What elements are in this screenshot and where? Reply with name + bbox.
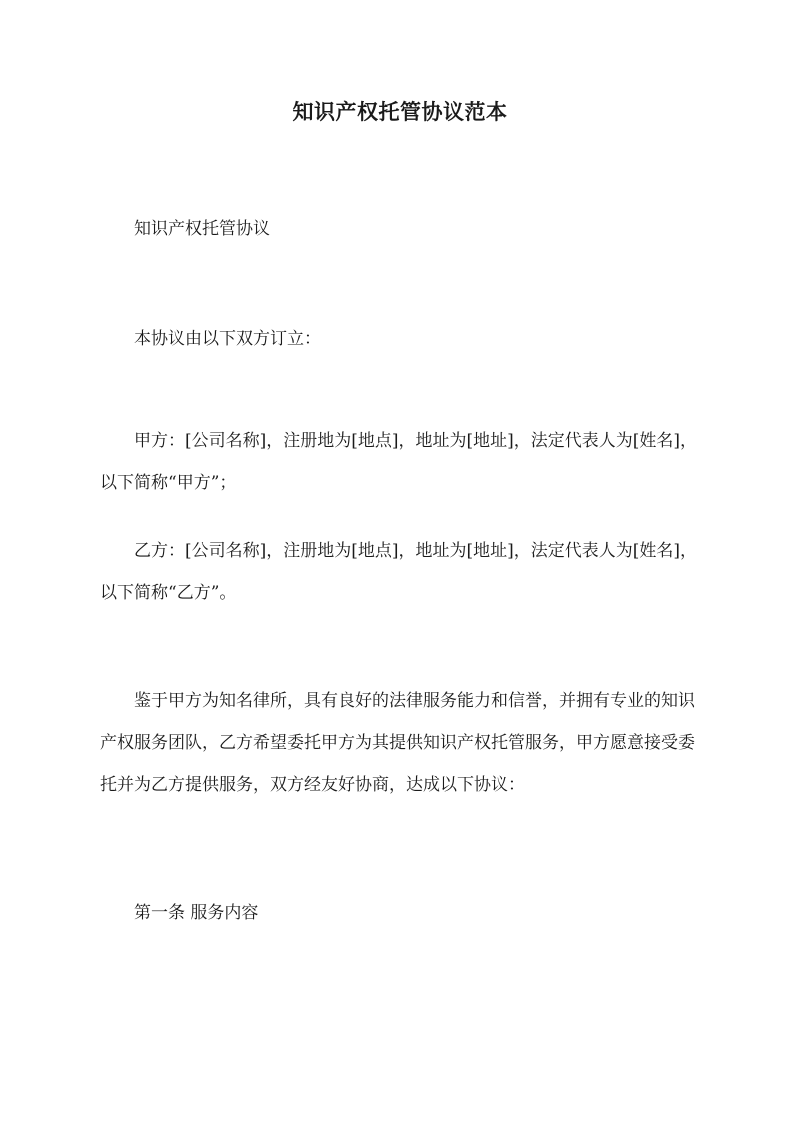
whereas-clause: 鉴于甲方为知名律所，具有良好的法律服务能力和信誉，并拥有专业的知识产权服务团队，乙方希望委托甲方为其提供知识产权托管服务，甲方愿意接受委托并为乙方提供服务，双方经友好协商，达成以下协议：: [100, 691, 695, 795]
article-one-heading: 第一条 服务内容: [134, 903, 259, 923]
agreement-heading: 知识产权托管协议: [134, 219, 270, 239]
party-b-clause: 乙方：[公司名称]，注册地为[地点]，地址为[地址]，法定代表人为[姓名]，以下简称“乙方”。: [100, 541, 698, 603]
parties-intro: 本协议由以下双方订立：: [134, 329, 321, 349]
party-a-clause: 甲方：[公司名称]，注册地为[地点]，地址为[地址]，法定代表人为[姓名]，以下简称“甲方”；: [100, 431, 698, 493]
document-title: 知识产权托管协议范本: [292, 99, 508, 124]
